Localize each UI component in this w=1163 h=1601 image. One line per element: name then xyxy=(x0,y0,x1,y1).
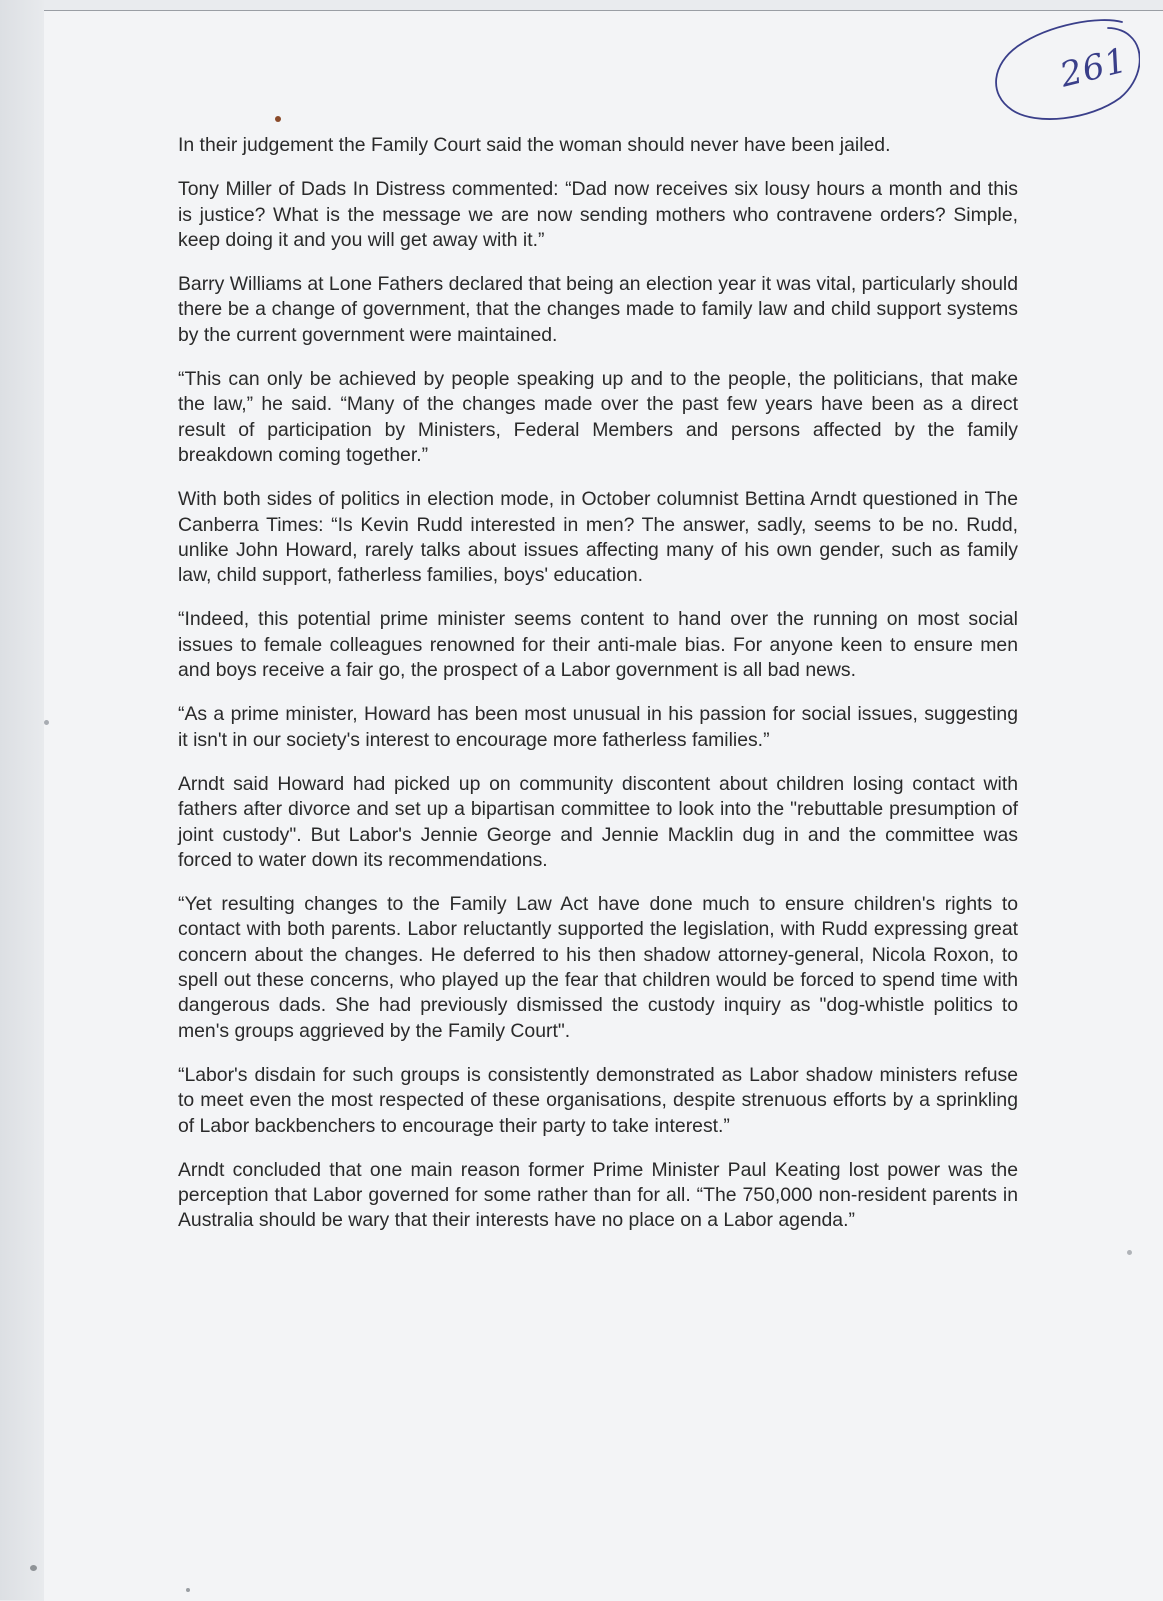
paragraph: Arndt said Howard had picked up on community discontent about children losing contact with fathers after divorce and set up a bipartisan committee to look into the "rebuttable presumption of joint custody". But Labor's Jennie George and Jennie Macklin dug in and the committee was forced to water down its recommendations. xyxy=(178,772,1018,871)
paragraph: Barry Williams at Lone Fathers declared that being an election year it was vital, particularly should there be a change of government, that the changes made to family law and child support systems by the current government were maintained. xyxy=(178,273,1018,346)
scan-speck xyxy=(186,1588,190,1592)
scan-speck xyxy=(1127,1250,1132,1255)
scan-speck xyxy=(275,116,281,122)
article-body xyxy=(178,133,1018,1253)
scan-speck xyxy=(44,720,49,725)
paragraph: “Indeed, this potential prime minister seems content to hand over the running on most social issues to female colleagues renowned for their anti-male bias. For anyone keen to ensure men and boys receive a fair go, the prospect of a Labor government is all bad news. xyxy=(178,608,1018,682)
paragraph: “Labor's disdain for such groups is consistently demonstrated as Labor shadow ministers refuse to meet even the most respected of these organisations, despite strenuous efforts by a sprinkling of Labor backbenchers to encourage their party to take interest.” xyxy=(178,1063,1018,1137)
paragraph: In their judgement the Family Court said the woman should never have been jailed. xyxy=(178,134,891,156)
paragraph: “As a prime minister, Howard has been most unusual in his passion for social issues, suggesting it isn't in our society's interest to encourage more fatherless families.” xyxy=(178,703,1018,751)
paragraph: Arndt concluded that one main reason former Prime Minister Paul Keating lost power was the perception that Labor governed for some rather than for all. “The 750,000 non-resident parents in Australia should be wary that their interests have no place on a Labor agenda.” xyxy=(178,1158,1018,1232)
paragraph: Tony Miller of Dads In Distress commented: “Dad now receives six lousy hours a month and this is justice? What is the message we are now sending mothers who contravene orders? Simple, keep doing it and you will get away with it.” xyxy=(178,178,1018,251)
paragraph: “This can only be achieved by people speaking up and to the people, the politicians, that make the law,” he said. “Many of the changes made over the past few years have been as a direct result of participation by Ministers, Federal Members and persons affected by the family breakdown coming together.” xyxy=(178,368,1018,466)
paragraph: “Yet resulting changes to the Family Law Act have done much to ensure children's rights to contact with both parents. Labor reluctantly supported the legislation, with Rudd expressing great concern about the changes. He deferred to his then shadow attorney-general, Nicola Roxon, to spell out these concerns, who played up the fear that children would be forced to spend time with dangerous dads. She had previously dismissed the custody inquiry as "dog-whistle politics to men's groups aggrieved by the Family Court". xyxy=(178,893,1018,1042)
scan-speck xyxy=(30,1565,37,1571)
page-number: 261 xyxy=(1056,40,1132,96)
scan-margin xyxy=(0,0,44,1600)
paragraph: With both sides of politics in election mode, in October columnist Bettina Arndt questioned in The Canberra Times: “Is Kevin Rudd interested in men? The answer, sadly, seems to be no. Rudd, unlike John Howard, rarely talks about issues affecting many of his own gender, such as family law, child support, fatherless families, boys' education. xyxy=(178,488,1018,587)
